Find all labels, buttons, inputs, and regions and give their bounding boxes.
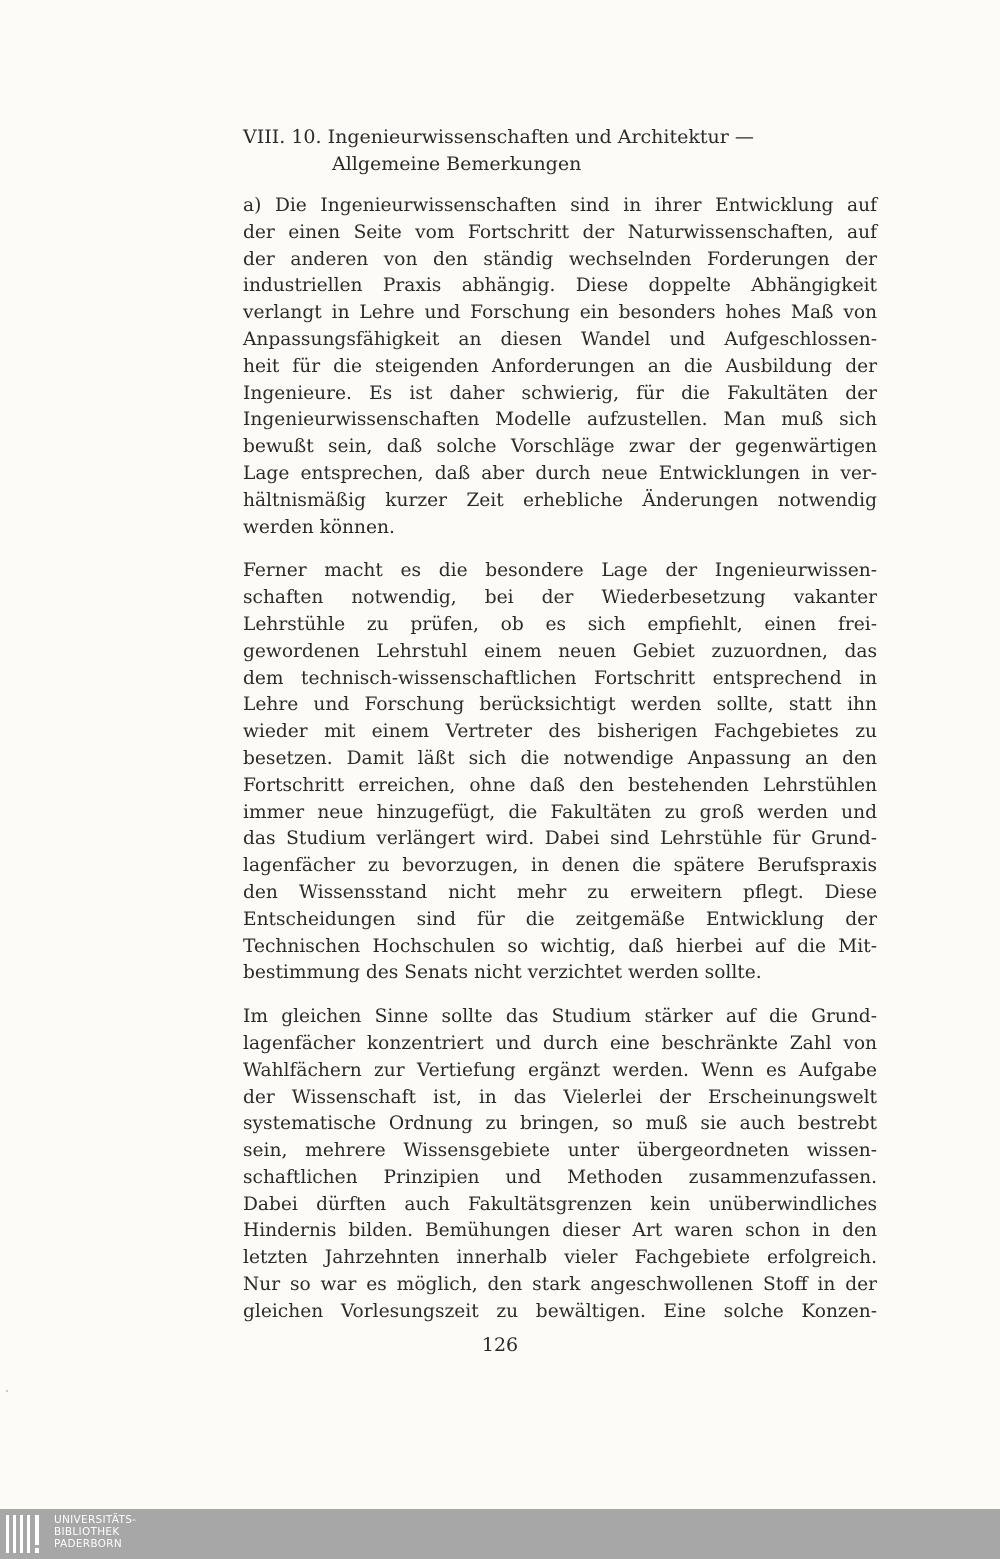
paragraph-1 bbox=[243, 193, 877, 541]
text-line: gleichen Vorlesungszeit zu bewältigen. Eine solche Konzen- bbox=[243, 1300, 877, 1322]
text-line: werden können. bbox=[243, 516, 395, 538]
text-line: heit für die steigenden Anforderungen an die Ausbildung der bbox=[243, 355, 877, 377]
text-line: verlangt in Lehre und Forschung ein besonders hohes Maß von bbox=[243, 302, 877, 324]
text-line: der Wissenschaft ist, in das Vielerlei der Erscheinungswelt bbox=[243, 1086, 877, 1108]
scan-speck bbox=[6, 1390, 8, 1392]
body-text bbox=[243, 193, 877, 1343]
text-line: hältnismäßig kurzer Zeit erhebliche Änderungen notwendig bbox=[243, 489, 877, 511]
text-line: Lehrstühle zu prüfen, ob es sich empfiehlt, einen frei- bbox=[243, 613, 877, 635]
text-line: letzten Jahrzehnten innerhalb vieler Fachgebiete erfolgreich. bbox=[243, 1247, 877, 1269]
text-line: systematische Ordnung zu bringen, so muß sie auch bestrebt bbox=[243, 1113, 877, 1135]
text-line: Nur so war es möglich, den stark angeschwollenen Stoff in der bbox=[243, 1274, 877, 1296]
section-heading bbox=[243, 124, 883, 178]
text-line: gewordenen Lehrstuhl einem neuen Gebiet zuzuordnen, das bbox=[243, 640, 877, 662]
text-line: wieder mit einem Vertreter des bisherigen Fachgebietes zu bbox=[243, 721, 877, 743]
text-line: bewußt sein, daß solche Vorschläge zwar der gegenwärtigen bbox=[243, 436, 877, 458]
text-line: besetzen. Damit läßt sich die notwendige Anpassung an den bbox=[243, 747, 877, 769]
text-line: Dabei dürften auch Fakultätsgrenzen kein unüberwindliches bbox=[243, 1193, 877, 1215]
text-line: sein, mehrere Wissensgebiete unter übergeordneten wissen- bbox=[243, 1140, 877, 1162]
text-line: Lehre und Forschung berücksichtigt werden sollte, statt ihn bbox=[243, 694, 877, 716]
section-heading-subtitle: Allgemeine Bemerkungen bbox=[332, 153, 582, 175]
logo-line-1: UNIVERSITÄTS- bbox=[54, 1514, 137, 1526]
text-line: der anderen von den ständig wechselnden Forderungen der bbox=[243, 248, 877, 270]
text-line: Technischen Hochschulen so wichtig, daß hierbei auf die Mit- bbox=[243, 935, 877, 957]
text-line: Wahlfächern zur Vertiefung ergänzt werden. Wenn es Aufgabe bbox=[243, 1059, 877, 1081]
page-number: 126 bbox=[481, 1334, 519, 1356]
text-line: der einen Seite vom Fortschritt der Naturwissenschaften, auf bbox=[243, 221, 877, 243]
text-line: industriellen Praxis abhängig. Diese doppelte Abhängigkeit bbox=[243, 275, 877, 297]
logo-line-3: PADERBORN bbox=[54, 1538, 122, 1550]
text-line: Ingenieure. Es ist daher schwierig, für die Fakultäten der bbox=[243, 382, 877, 404]
text-line: immer neue hinzugefügt, die Fakultäten zu groß werden und bbox=[243, 801, 877, 823]
text-line: lagenfächer zu bevorzugen, in denen die spätere Berufspraxis bbox=[243, 855, 877, 877]
logo-line-2: BIBLIOTHEK bbox=[54, 1526, 120, 1538]
paragraph-2 bbox=[243, 558, 877, 987]
text-line: Anpassungsfähigkeit an diesen Wandel und Aufgeschlossen- bbox=[243, 328, 877, 350]
text-line: bestimmung des Senats nicht verzichtet werden sollte. bbox=[243, 962, 762, 984]
text-line: lagenfächer konzentriert und durch eine beschränkte Zahl von bbox=[243, 1032, 877, 1054]
text-line: Lage entsprechen, daß aber durch neue Entwicklungen in ver- bbox=[243, 462, 877, 484]
text-line: Ingenieurwissenschaften Modelle aufzustellen. Man muß sich bbox=[243, 409, 877, 431]
library-footer-bar bbox=[0, 1509, 1000, 1559]
text-line: Fortschritt erreichen, ohne daß den bestehenden Lehrstühlen bbox=[243, 774, 877, 796]
text-line: Entscheidungen sind für die zeitgemäße Entwicklung der bbox=[243, 908, 877, 930]
text-line: Ferner macht es die besondere Lage der Ingenieurwissen- bbox=[243, 560, 877, 582]
text-line: a) Die Ingenieurwissenschaften sind in ihrer Entwicklung auf bbox=[243, 195, 877, 216]
library-logo-icon bbox=[5, 1513, 45, 1555]
text-line: schaftlichen Prinzipien und Methoden zusammenzufassen. bbox=[243, 1166, 877, 1188]
text-line: Im gleichen Sinne sollte das Studium stärker auf die Grund- bbox=[243, 1006, 877, 1028]
text-line: den Wissensstand nicht mehr zu erweitern pflegt. Diese bbox=[243, 881, 877, 903]
text-line: schaften notwendig, bei der Wiederbesetzung vakanter bbox=[243, 587, 877, 609]
library-logo-text bbox=[54, 1514, 136, 1550]
text-line: Hindernis bilden. Bemühungen dieser Art waren schon in den bbox=[243, 1220, 877, 1242]
paragraph-3 bbox=[243, 1004, 877, 1326]
text-line: das Studium verlängert wird. Dabei sind Lehrstühle für Grund- bbox=[243, 828, 877, 850]
library-logo bbox=[5, 1513, 155, 1555]
text-line: dem technisch-wissenschaftlichen Fortschritt entsprechend in bbox=[243, 667, 877, 689]
section-heading-title: VIII. 10. Ingenieurwissenschaften und Architektur — bbox=[243, 126, 754, 148]
